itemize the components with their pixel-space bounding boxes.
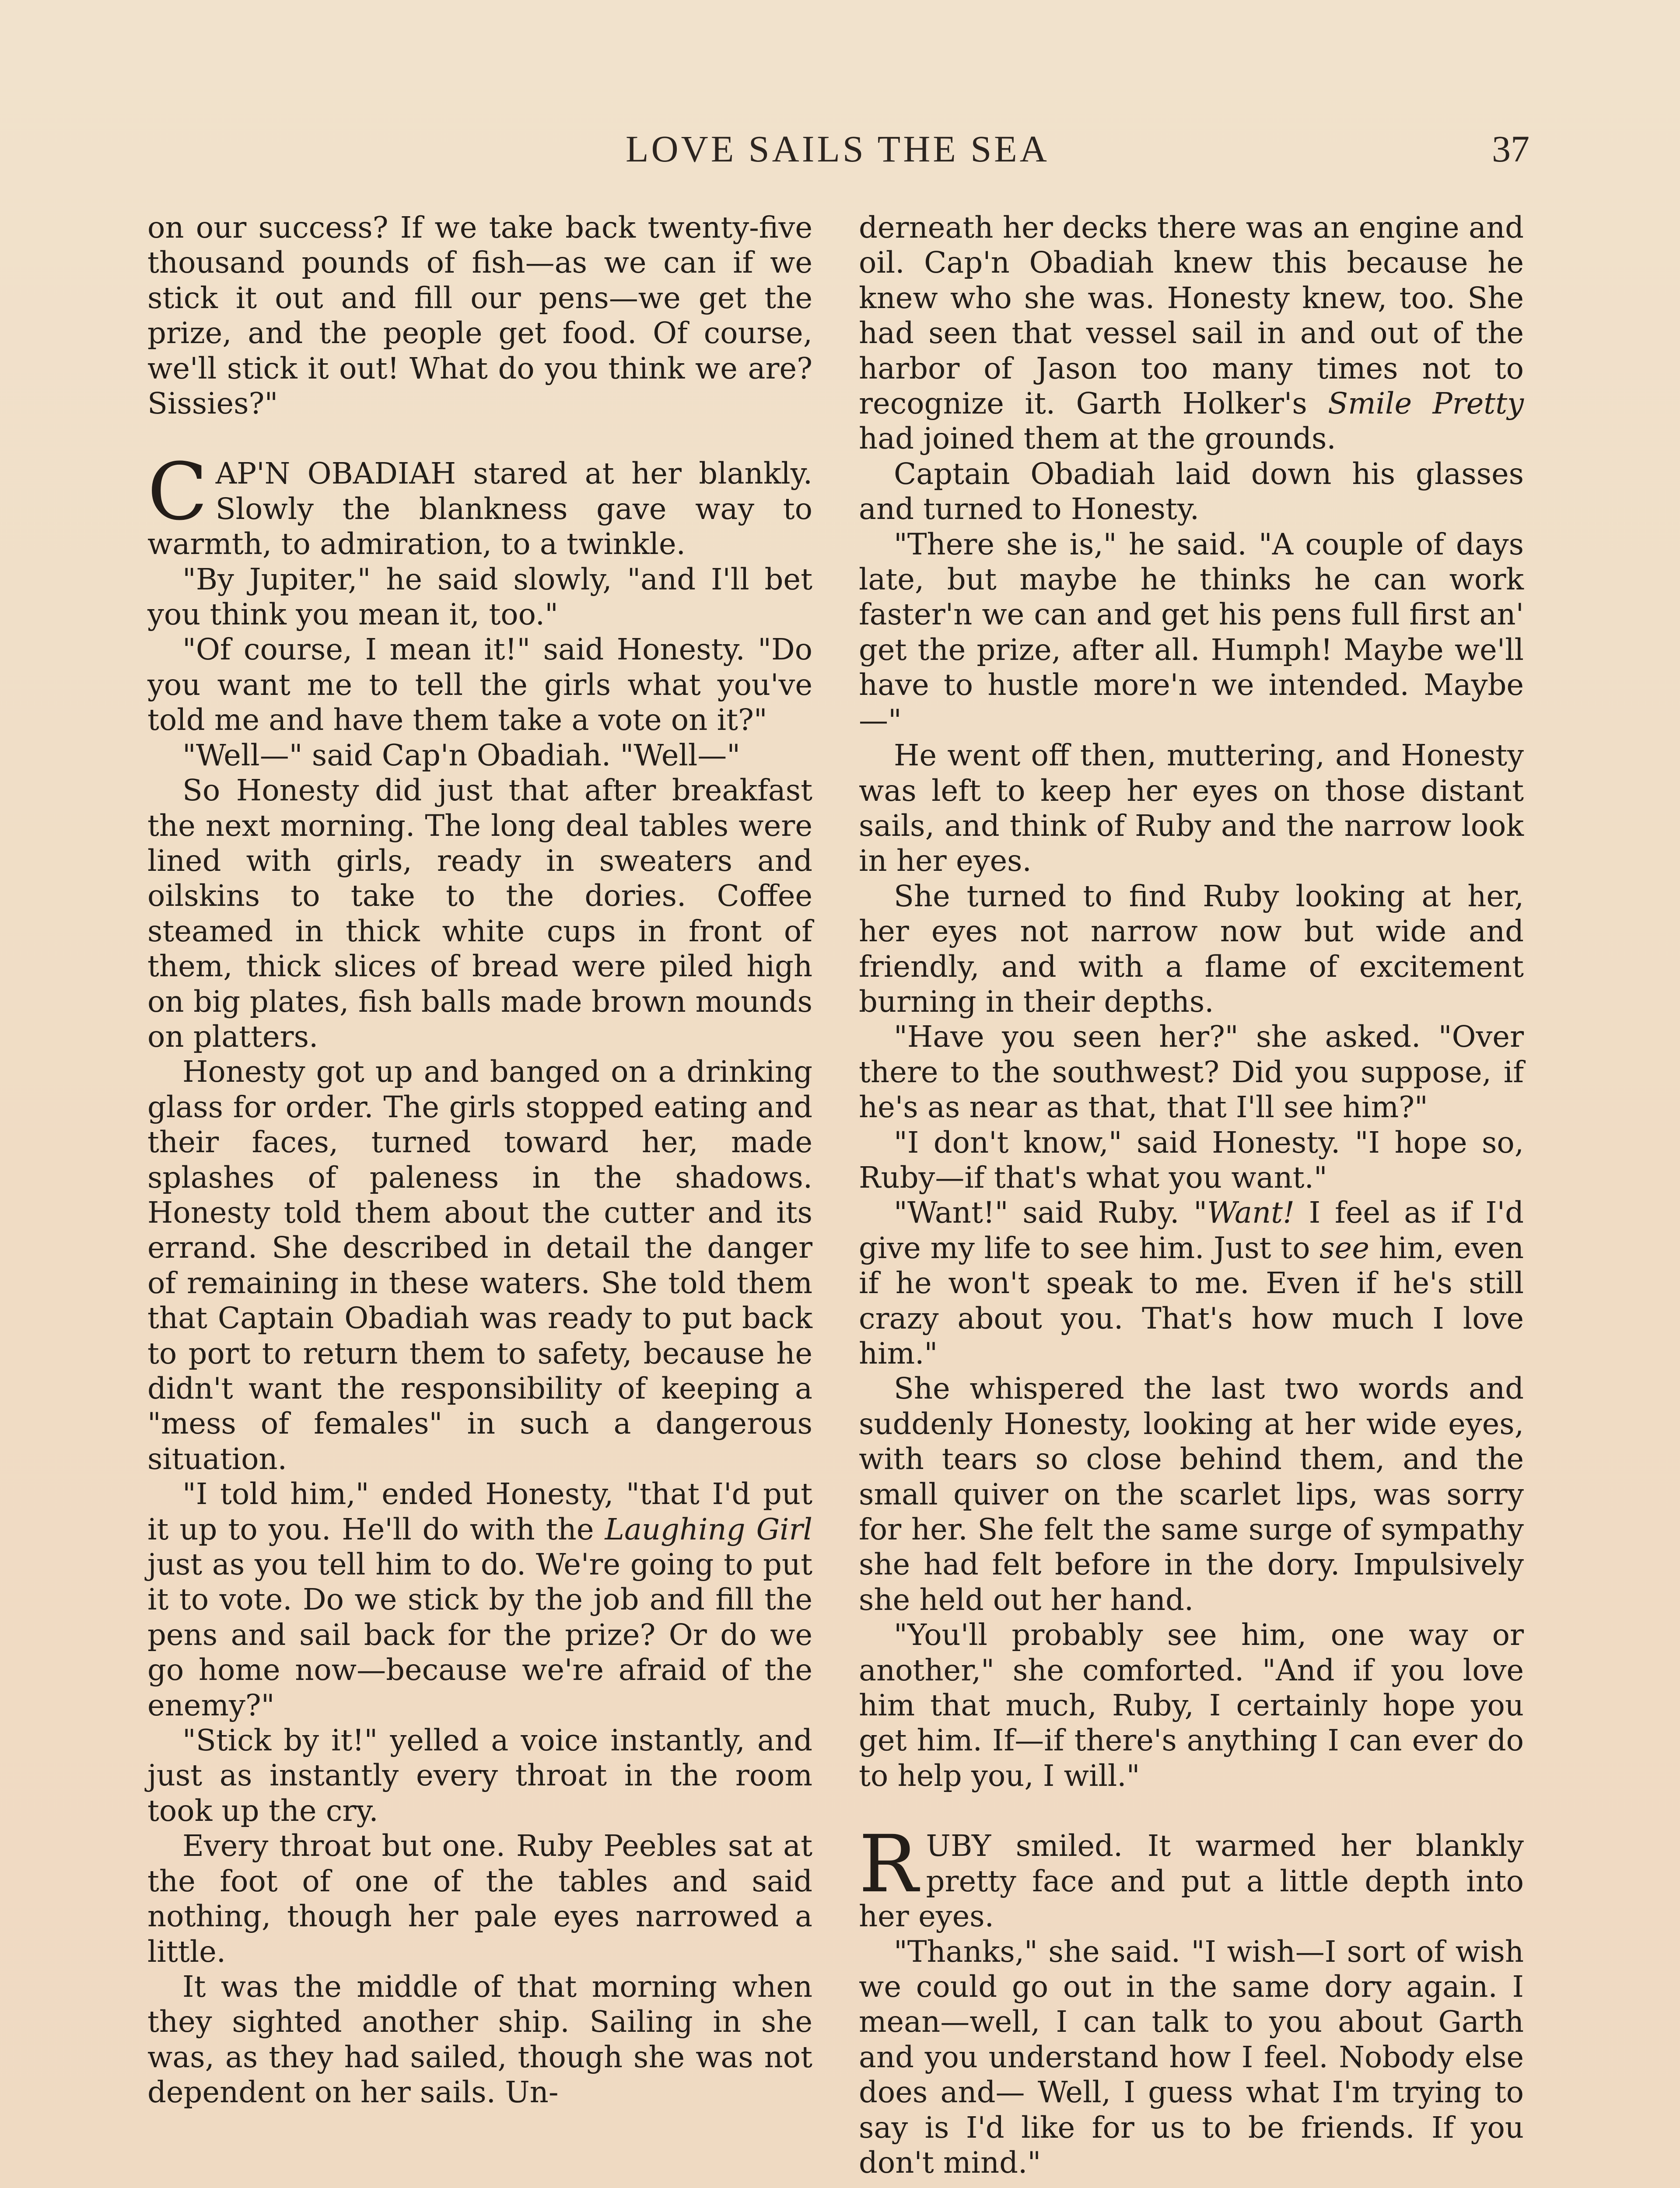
right-column [859,210,1524,2180]
paragraph [147,1476,812,1723]
paragraph-text: just as you tell him to do. We're going to put it to vote. Do we stick by the job and fill the pens and sail back for the prize? Or do we go home now—because we're afraid of the enemy?" [147,1547,812,1722]
paragraph: "Well—" said Cap'n Obadiah. "Well—" [182,738,741,772]
paragraph [859,210,1524,456]
paragraph: She turned to find Ruby looking at her, her eyes not narrow now but wide and friendly, and with a flame of excitement burning in their depths. [859,879,1524,1019]
drop-cap: R [859,1819,918,1911]
page-header [0,127,1680,175]
paragraph-text: "I told him," ended Honesty, "that I'd put it up to you. He'll do with the [147,1477,812,1546]
paragraph-dropcap [859,1819,1524,1934]
paragraph-text: him, even if he won't speak to me. Even if he's still crazy about you. That's how much I love him." [859,1231,1524,1371]
paragraph-text: UBY smiled. It warmed her blankly pretty face and put a little depth into her eyes. [859,1829,1524,1934]
paragraph [859,1195,1524,1371]
paragraph-text: derneath her decks there was an engine and oil. Cap'n Obadiah knew this because he knew who she was. Honesty knew, too. She had seen that vessel sail in and out of the harbor of Jason too many times not to recognize it. Garth Holker's [859,210,1524,421]
paragraph-dropcap [147,446,812,561]
paragraph: "There she is," he said. "A couple of days late, but maybe he thinks he can work faster'n we can and get his pens full first an' get the prize, after all. Humph! Maybe we'll have to hustle more'n we intended. Maybe—" [859,527,1524,737]
paragraph: "Stick by it!" yelled a voice instantly, and just as instantly every throat in the room took up the cry. [147,1723,812,1828]
page-number: 37 [1492,128,1530,170]
paragraph: "Thanks," she said. "I wish—I sort of wish we could go out in the same dory again. I mean—well, I can talk to you about Garth and you understand how I feel. Nobody else does and— Well, I guess what I'm trying to say is I'd like for us to be friends. If you don't mind." [859,1934,1524,2180]
paragraph: "Of course, I mean it!" said Honesty. "Do you want me to tell the girls what you've told me and have them take a vote on it?" [147,632,812,737]
paragraph: on our success? If we take back twenty-five thousand pounds of fish—as we can if we stick it out and fill our pens—we get the prize, and the people get food. Of course, we'll stick it out! What do you think we are? Sissies?" [147,210,812,421]
paragraph: He went off then, muttering, and Honesty was left to keep her eyes on those distant sails, and think of Ruby and the narrow look in her eyes. [859,738,1524,878]
drop-cap: C [147,446,208,538]
running-title: LOVE SAILS THE SEA [626,128,1050,170]
paragraph-text: I feel as if I'd give my life to see him. Just to [859,1196,1524,1265]
paragraph: "Have you seen her?" she asked. "Over there to the southwest? Did you suppose, if he's as near as that, that I'll see him?" [859,1020,1524,1125]
paragraph-text: "Want!" said Ruby. [894,1196,1194,1230]
emphasis: see [1320,1231,1369,1265]
paragraph-text: had joined them at the grounds. [859,421,1336,456]
paragraph-text: AP'N OBADIAH stared at her blankly. Slowly the blankness gave way to warmth, to admiration, to a twinkle. [147,456,812,561]
paragraph: "By Jupiter," he said slowly, "and I'll bet you think you mean it, too." [147,562,812,632]
left-column [147,210,812,2110]
paragraph: So Honesty did just that after breakfast the next morning. The long deal tables were lined with girls, ready in sweaters and oilskins to take to the dories. Coffee steamed in thick white cups in front of them, thick slices of bread were piled high on big plates, fish balls made brown mounds on platters. [147,773,812,1054]
paragraph: Captain Obadiah laid down his glasses and turned to Honesty. [859,456,1524,526]
emphasis: "Want! [1194,1196,1295,1230]
boat-name: Laughing Girl [605,1512,812,1546]
boat-name: Smile Pretty [1328,386,1524,421]
paragraph: It was the middle of that morning when they sighted another ship. Sailing in she was, as they had sailed, though she was not dependent on her sails. Un- [147,1969,812,2110]
paragraph: She whispered the last two words and suddenly Honesty, looking at her wide eyes, with tears so close behind them, and the small quiver on the scarlet lips, was sorry for her. She felt the same surge of sympathy she had felt before in the dory. Impulsively she held out her hand. [859,1371,1524,1617]
paragraph: "You'll probably see him, one way or another," she comforted. "And if you love him that much, Ruby, I certainly hope you get him. If—if there's anything I can ever do to help you, I will." [859,1618,1524,1793]
paragraph: Honesty got up and banged on a drinking glass for order. The girls stopped eating and their faces, turned toward her, made splashes of paleness in the shadows. Honesty told them about the cutter and its errand. She described in detail the danger of remaining in these waters. She told them that Captain Obadiah was ready to put back to port to return them to safety, because he didn't want the responsibility of keeping a "mess of females" in such a dangerous situation. [147,1055,812,1476]
paragraph: Every throat but one. Ruby Peebles sat at the foot of one of the tables and said nothing, though her pale eyes narrowed a little. [147,1829,812,1969]
paragraph: "I don't know," said Honesty. "I hope so, Ruby—if that's what you want." [859,1125,1524,1195]
